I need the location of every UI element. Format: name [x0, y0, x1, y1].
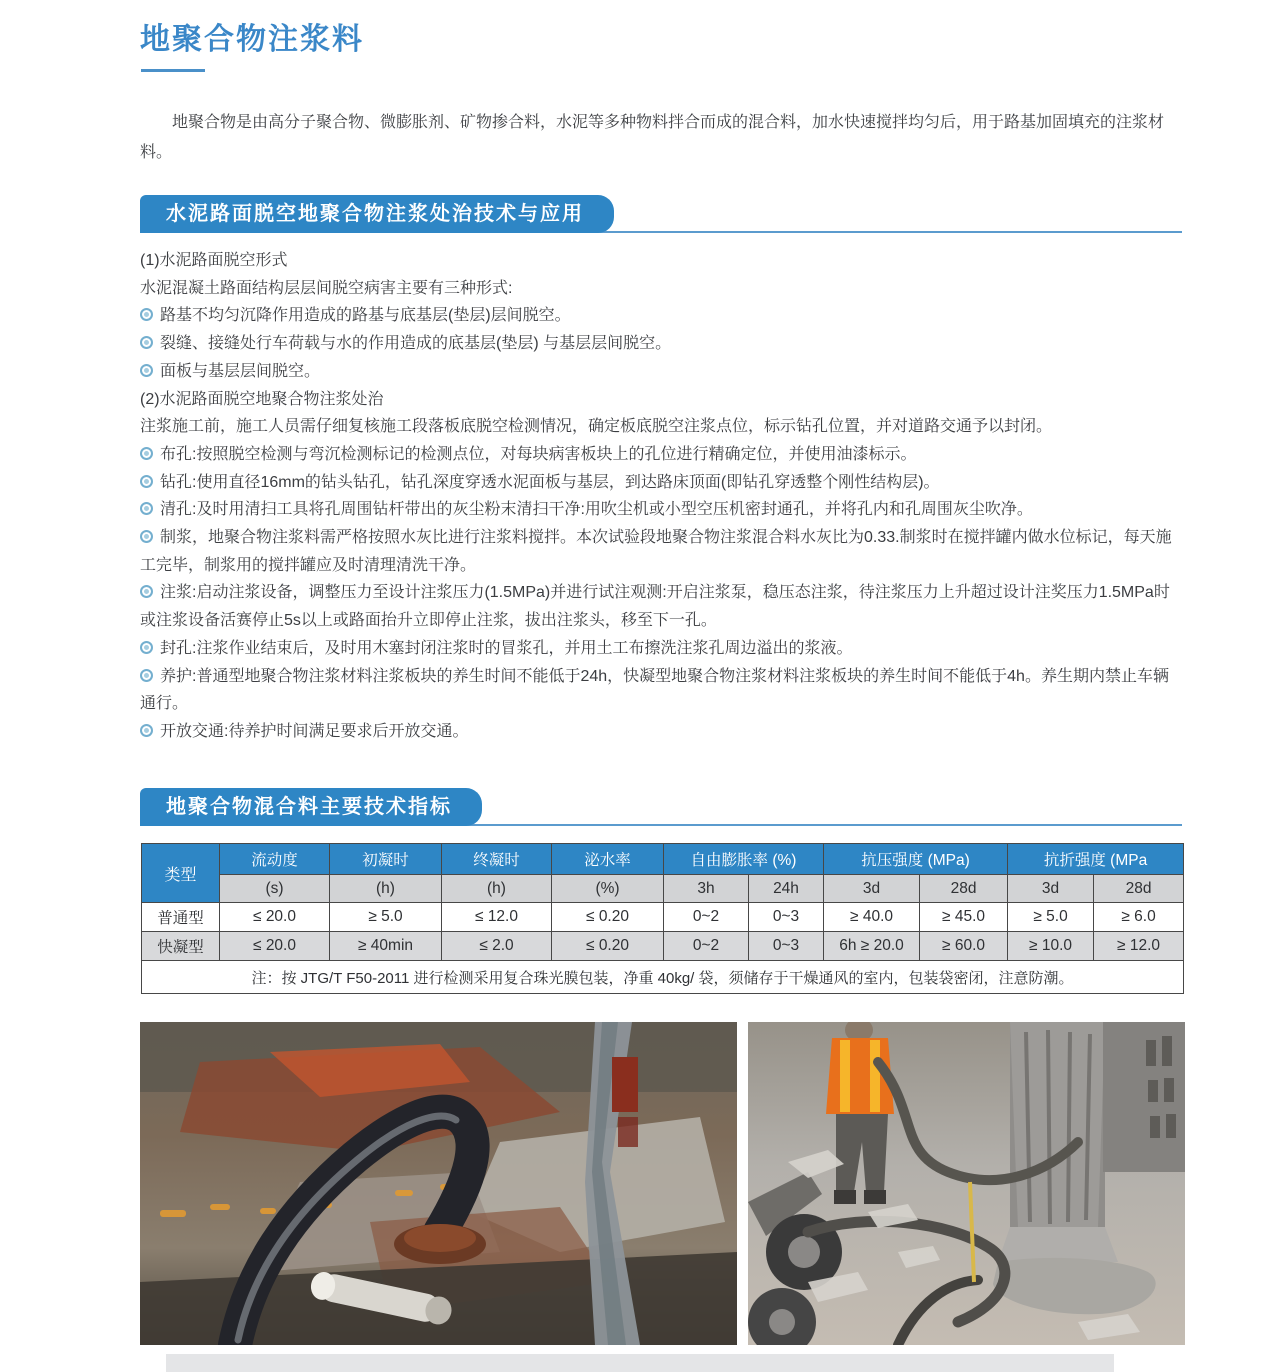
intro-paragraph: 地聚合物是由高分子聚合物、微膨胀剂、矿物掺合料，水泥等多种物料拌合而成的混合料，加水快速搅拌均匀后，用于路基加固填充的注浆材料。 [140, 114, 1165, 161]
bullet-list-item: 注浆:启动注浆设备，调整压力至设计注浆压力(1.5MPa)并进行试注观测:开启注浆泵，稳压态注浆，待注浆压力上升超过设计注奖压力1.5MPa时或注浆设备活赛停止5s以上或路面抬升立即停止注浆，拔出注浆头，移至下一孔。 [140, 584, 1170, 630]
next-section-partial [166, 1354, 1114, 1372]
value-cell: ≥ 12.0 [1094, 932, 1184, 961]
section1-body [140, 247, 1182, 746]
body-paragraph: 注浆施工前，施工人员需仔细复核施工段落板底脱空检测情况，确定板底脱空注浆点位，标示钻孔位置，并对道路交通予以封闭。 [140, 418, 1053, 436]
body-paragraph: 水泥混凝土路面结构层层间脱空病害主要有三种形式: [140, 279, 513, 297]
bullet-ring-icon [140, 336, 153, 349]
value-cell: 6h ≥ 20.0 [824, 932, 920, 961]
bullet-ring-icon [140, 475, 153, 488]
value-cell: 0~3 [749, 903, 824, 932]
value-cell: 0~2 [664, 932, 749, 961]
bullet-list-item: 制浆，地聚合物注浆料需严格按照水灰比进行注浆料搅拌。本次试验段地聚合物注浆混合料水灰比为0.33.制浆时在搅拌罐内做水位标记，每天施工完毕，制浆用的搅拌罐应及时清理清洗干净。 [140, 529, 1172, 574]
grouting-hose-photo [140, 1022, 737, 1345]
table-row [142, 932, 1184, 961]
value-cell: ≥ 5.0 [1008, 903, 1094, 932]
value-cell: 0~2 [664, 903, 749, 932]
value-cell: ≥ 10.0 [1008, 932, 1094, 961]
bullet-ring-icon [140, 530, 153, 543]
bullet-list-item: 钻孔:使用直径16mm的钻头钻孔，钻孔深度穿透水泥面板与基层，到达路床顶面(即钻孔穿透整个刚性结构层)。 [140, 469, 1182, 497]
table-group-header: 终凝时 [442, 844, 552, 875]
table-group-header: 初凝时 [330, 844, 442, 875]
table-unit-header: 24h [749, 875, 824, 903]
section2-banner-row [140, 788, 1182, 826]
table-group-header: 抗压强度 (MPa) [824, 844, 1008, 875]
table-group-header: 自由膨胀率 (%) [664, 844, 824, 875]
spec-table-container [141, 843, 1183, 994]
table-unit-header: 28d [920, 875, 1008, 903]
table-unit-header: 28d [1094, 875, 1184, 903]
table-unit-header: (s) [220, 875, 330, 903]
value-cell: ≤ 20.0 [220, 932, 330, 961]
bullet-ring-icon [140, 364, 153, 377]
bullet-list-item: 清孔:及时用清扫工具将孔周围钻杆带出的灰尘粉末清扫干净:用吹尘机或小型空压机密封通孔，并将孔内和孔周围灰尘吹净。 [140, 496, 1182, 524]
bullet-list-item: 封孔:注浆作业结束后，及时用木塞封闭注浆时的冒浆孔，并用土工布擦洗注浆孔周边溢出的浆液。 [140, 635, 1182, 663]
value-cell: ≥ 5.0 [330, 903, 442, 932]
value-cell: 0~3 [749, 932, 824, 961]
bullet-ring-icon [140, 447, 153, 460]
table-group-header: 抗折强度 (MPa [1008, 844, 1184, 875]
bullet-list-item: 开放交通:待养护时间满足要求后开放交通。 [140, 718, 1182, 746]
bullet-list-item: 路基不均匀沉降作用造成的路基与底基层(垫层)层间脱空。 [140, 302, 1182, 330]
bullet-ring-icon [140, 585, 153, 598]
table-corner-header: 类型 [142, 844, 220, 903]
bullet-list-item: 裂缝、接缝处行车荷载与水的作用造成的底基层(垫层) 与基层层间脱空。 [140, 330, 1182, 358]
table-row [142, 903, 1184, 932]
value-cell: ≥ 60.0 [920, 932, 1008, 961]
value-cell: ≤ 20.0 [220, 903, 330, 932]
table-unit-header: 3d [824, 875, 920, 903]
table-unit-header: 3h [664, 875, 749, 903]
bullet-ring-icon [140, 641, 153, 654]
value-cell: ≥ 40min [330, 932, 442, 961]
section1-banner-row [140, 195, 1182, 233]
bullet-list-item: 布孔:按照脱空检测与弯沉检测标记的检测点位，对每块病害板块上的孔位进行精确定位，并使用油漆标示。 [140, 441, 1182, 469]
table-unit-header: (h) [442, 875, 552, 903]
spec-table [141, 843, 1184, 994]
title-underline [141, 69, 205, 72]
page-title: 地聚合物注浆料 [140, 23, 364, 56]
section2-heading: 地聚合物混合料主要技术指标 [140, 788, 482, 826]
table-unit-header: 3d [1008, 875, 1094, 903]
section1-heading: 水泥路面脱空地聚合物注浆处治技术与应用 [140, 195, 614, 233]
value-cell: ≤ 12.0 [442, 903, 552, 932]
value-cell: ≥ 6.0 [1094, 903, 1184, 932]
bullet-ring-icon [140, 669, 153, 682]
bullet-list-item: 面板与基层层间脱空。 [140, 358, 1182, 386]
bullet-ring-icon [140, 502, 153, 515]
table-unit-header: (h) [330, 875, 442, 903]
body-paragraph: (2)水泥路面脱空地聚合物注浆处治 [140, 390, 384, 408]
table-unit-header: (%) [552, 875, 664, 903]
value-cell: ≤ 0.20 [552, 932, 664, 961]
grouting-worksite-photo [748, 1022, 1185, 1345]
bullet-list-item: 养护:普通型地聚合物注浆材料注浆板块的养生时间不能低于24h，快凝型地聚合物注浆材料注浆板块的养生时间不能低于4h。养生期内禁止车辆通行。 [140, 667, 1169, 713]
table-group-header: 流动度 [220, 844, 330, 875]
table-note: 注：按 JTG/T F50-2011 进行检测采用复合珠光膜包装，净重 40kg/ 袋，须储存于干燥通风的室内，包装袋密闭，注意防潮。 [142, 961, 1184, 994]
row-type-cell: 快凝型 [142, 932, 220, 961]
bullet-ring-icon [140, 724, 153, 737]
value-cell: ≥ 40.0 [824, 903, 920, 932]
value-cell: ≤ 2.0 [442, 932, 552, 961]
value-cell: ≤ 0.20 [552, 903, 664, 932]
table-group-header: 泌水率 [552, 844, 664, 875]
bullet-ring-icon [140, 308, 153, 321]
body-paragraph: (1)水泥路面脱空形式 [140, 252, 288, 269]
value-cell: ≥ 45.0 [920, 903, 1008, 932]
row-type-cell: 普通型 [142, 903, 220, 932]
